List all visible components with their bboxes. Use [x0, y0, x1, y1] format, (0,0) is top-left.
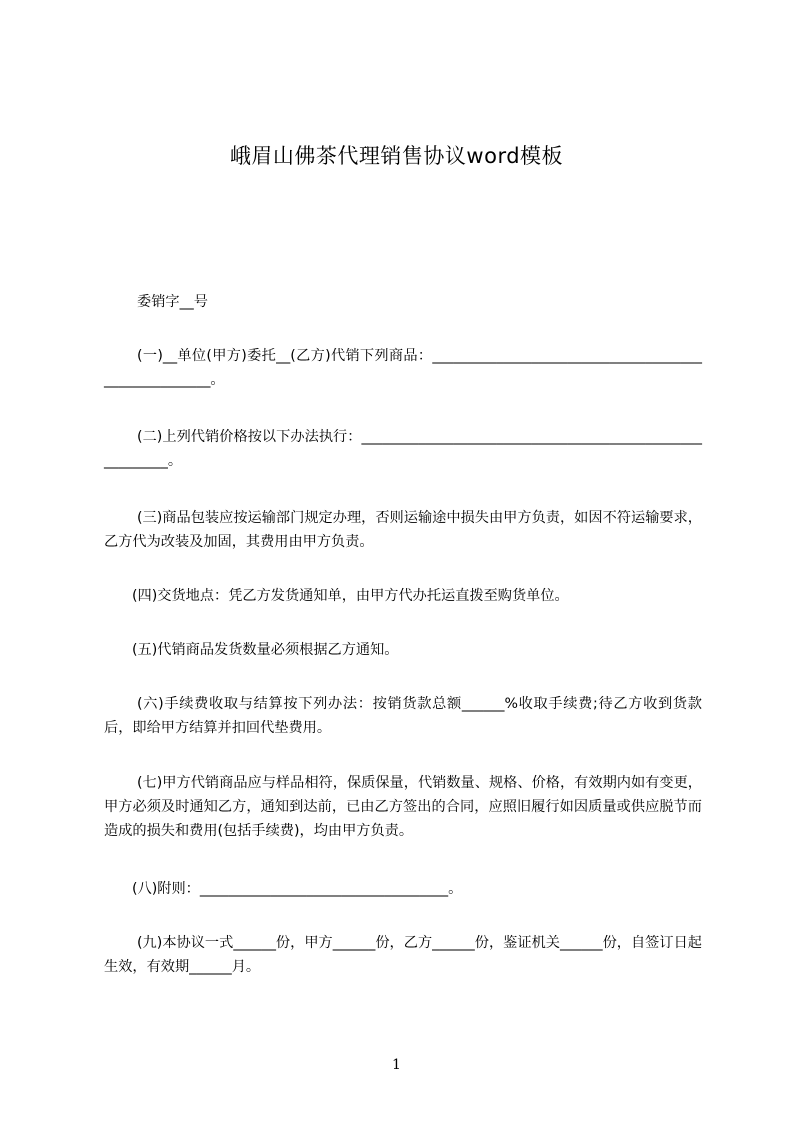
clause-1: (一)__单位(甲方)委托__(乙方)代销下列商品：_____________________________________________________。: [104, 348, 702, 388]
clause-4: (四)交货地点：凭乙方发货通知单，由甲方代办托运直拨至购货单位。: [132, 588, 569, 604]
clause-7: (七)甲方代销商品应与样品相符，保质保量，代销数量、规格、价格，有效期内如有变更，甲方必须及时通知乙方，通知到达前，已由乙方签出的合同，应照旧履行如因质量或供应脱节而造成的损失和费用(包括手续费)，均由甲方负责。: [104, 775, 702, 839]
document-title: 峨眉山佛茶代理销售协议word模板: [229, 144, 564, 168]
clause-3: (三)商品包装应按运输部门规定办理，否则运输途中损失由甲方负责，如因不符运输要求，乙方代为改装及加固，其费用由甲方负责。: [104, 510, 702, 550]
clause-9: (九)本协议一式______份，甲方______份，乙方______份，鉴证机关______份，自签订日起生效，有效期______月。: [104, 935, 702, 975]
clause-6: (六)手续费收取与结算按下列办法：按销货款总额______%收取手续费;待乙方收到货款后，即给甲方结算并扣回代垫费用。: [104, 696, 702, 736]
clause-2: (二)上列代销价格按以下办法执行：_________________________________________________________。: [104, 429, 702, 469]
page-number: 1: [392, 1057, 401, 1073]
clause-5: (五)代销商品发货数量必须根据乙方通知。: [132, 642, 399, 658]
contract-number: 委销字__号: [137, 294, 208, 310]
clause-8: (八)附则：___________________________________。: [132, 881, 463, 897]
